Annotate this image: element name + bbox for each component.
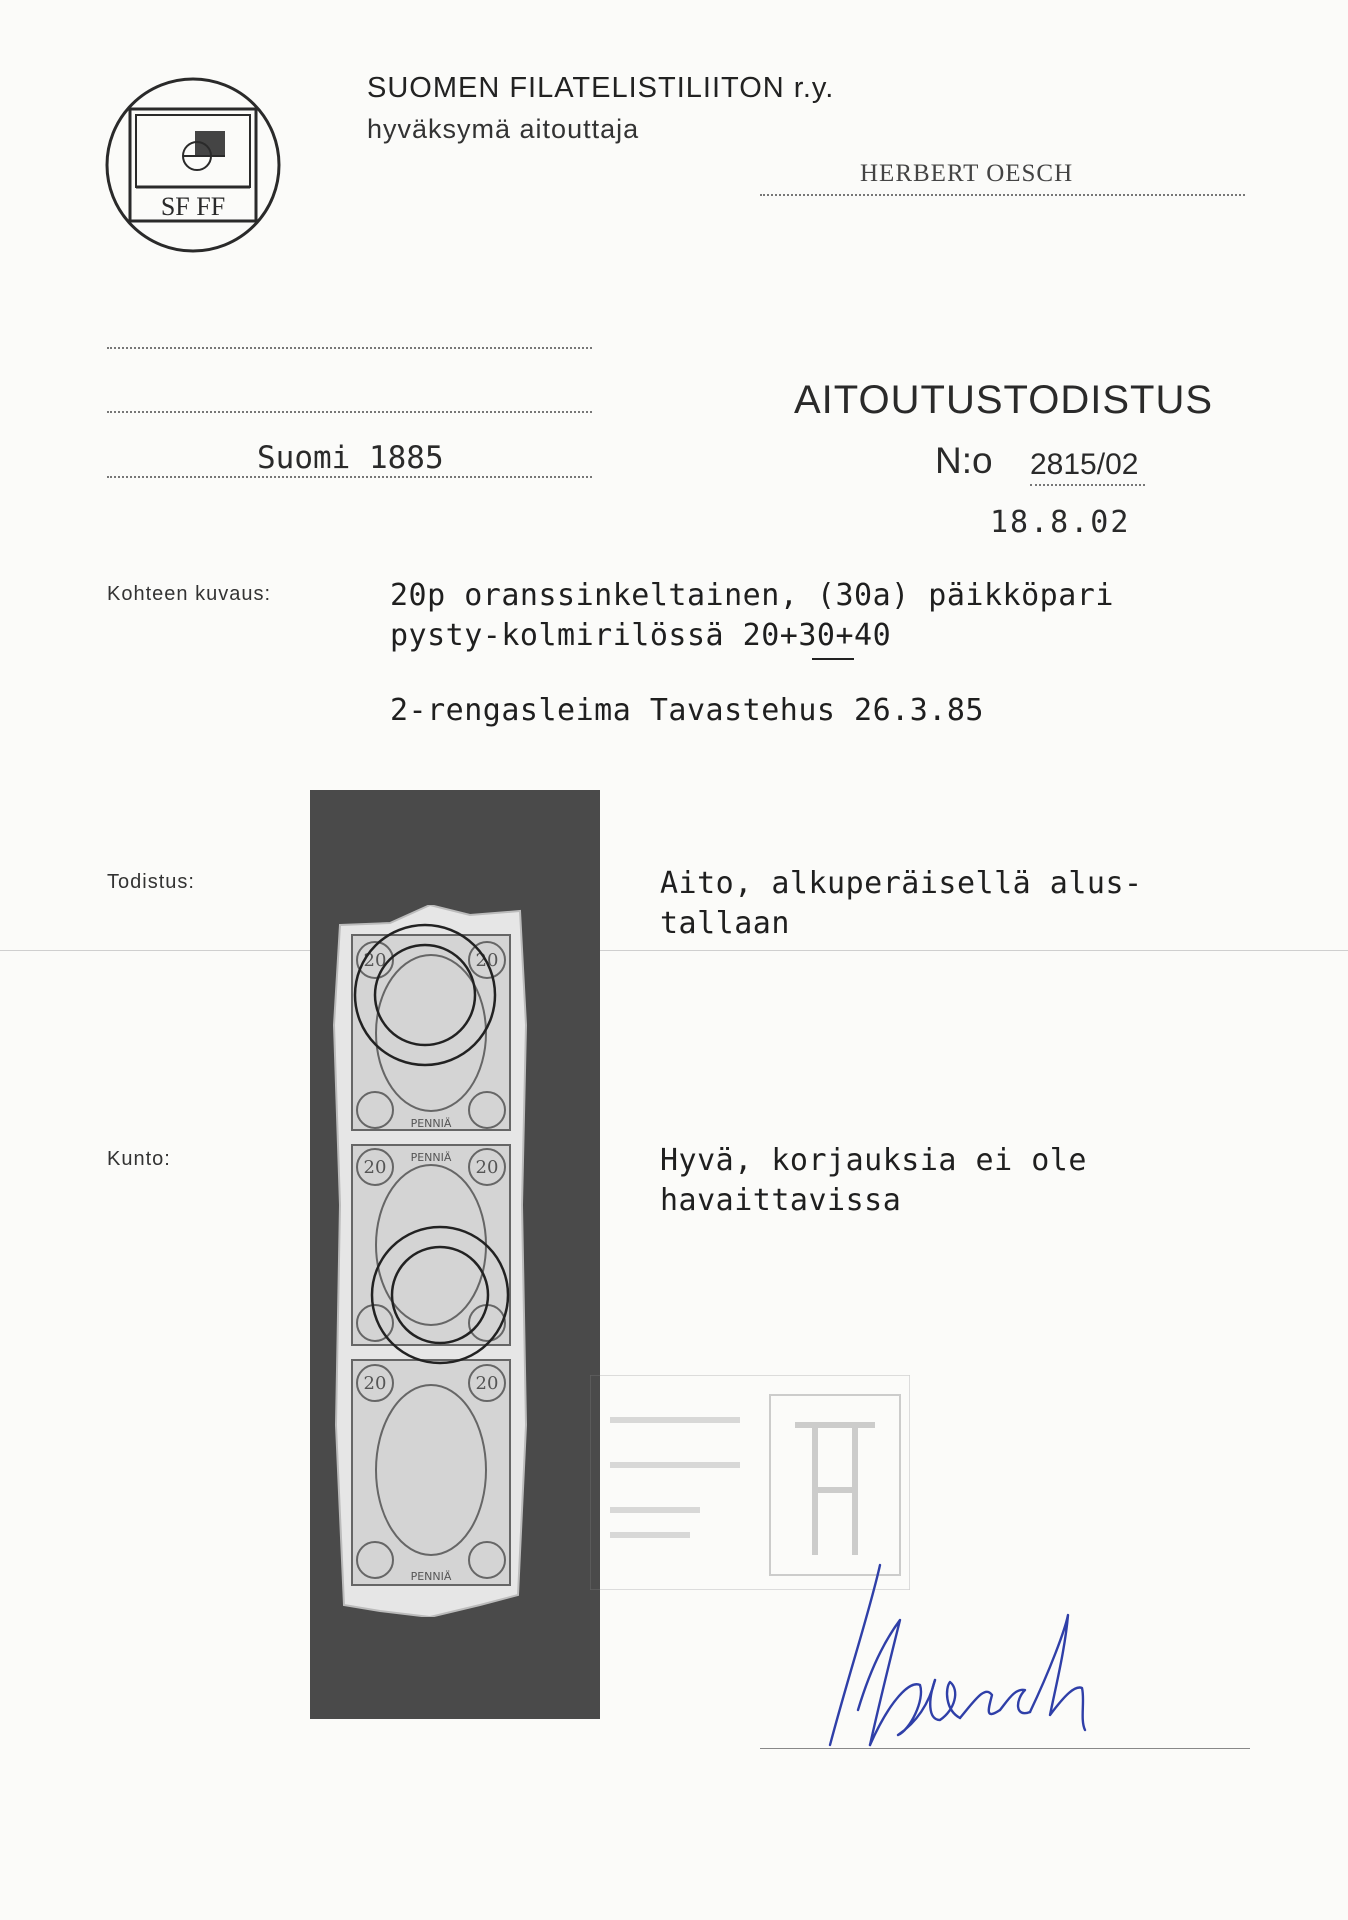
sfff-emblem-icon: [103, 75, 283, 255]
org-subtitle: hyväksymä aitouttaja: [367, 114, 640, 144]
handwritten-signature: [810, 1560, 1160, 1750]
org-name: SUOMEN FILATELISTILIITON r.y.: [367, 72, 835, 104]
certificate-label: Todistus:: [107, 871, 195, 893]
description-line-1: 20p oranssinkeltainen, (30a) päikköpari: [390, 578, 1114, 613]
condition-label: Kunto:: [107, 1148, 171, 1170]
description-line-3: 2-rengasleima Tavastehus 26.3.85: [390, 693, 984, 728]
denomination-5: 20: [363, 1373, 387, 1394]
description-line-2: pysty-kolmirilössä 20+30+40: [390, 618, 892, 653]
denomination-3: 20: [363, 1157, 387, 1178]
certificate-title: AITOUTUSTODISTUS: [794, 378, 1214, 422]
country-dotline: [107, 476, 592, 478]
certificate-line-2: tallaan: [660, 906, 790, 941]
inscription-2: PENNIÄ: [410, 1151, 452, 1164]
number-dotline: [1030, 484, 1145, 486]
faint-backstamp: [590, 1375, 910, 1590]
condition-line-1: Hyvä, korjauksia ei ole: [660, 1143, 1087, 1178]
examiner-name: HERBERT OESCH: [860, 160, 1074, 187]
denomination-1: 20: [363, 950, 387, 971]
certificate-number: 2815/02: [1030, 448, 1139, 481]
denomination-2: 20: [475, 950, 499, 971]
underline-mark: [812, 658, 854, 660]
country-year: Suomi 1885: [257, 440, 444, 476]
denomination-6: 20: [475, 1373, 499, 1394]
blank-dotline-2: [107, 411, 592, 413]
logo-text: SF FF: [160, 192, 226, 221]
blank-dotline-1: [107, 347, 592, 349]
condition-line-2: havaittavissa: [660, 1183, 902, 1218]
certificate-date: 18.8.02: [990, 505, 1131, 540]
fold-line: [0, 950, 1348, 951]
inscription-1: PENNIÄ: [410, 1117, 452, 1130]
stamp-strip-photo: [330, 905, 530, 1617]
certificate-line-1: Aito, alkuperäisellä alus-: [660, 866, 1143, 901]
inscription-3: PENNIÄ: [410, 1570, 452, 1583]
certificate-number-label: N:o: [935, 440, 993, 481]
description-label: Kohteen kuvaus:: [107, 583, 271, 605]
denomination-4: 20: [475, 1157, 499, 1178]
examiner-dotline: [760, 194, 1245, 196]
signature-line: [760, 1748, 1250, 1749]
